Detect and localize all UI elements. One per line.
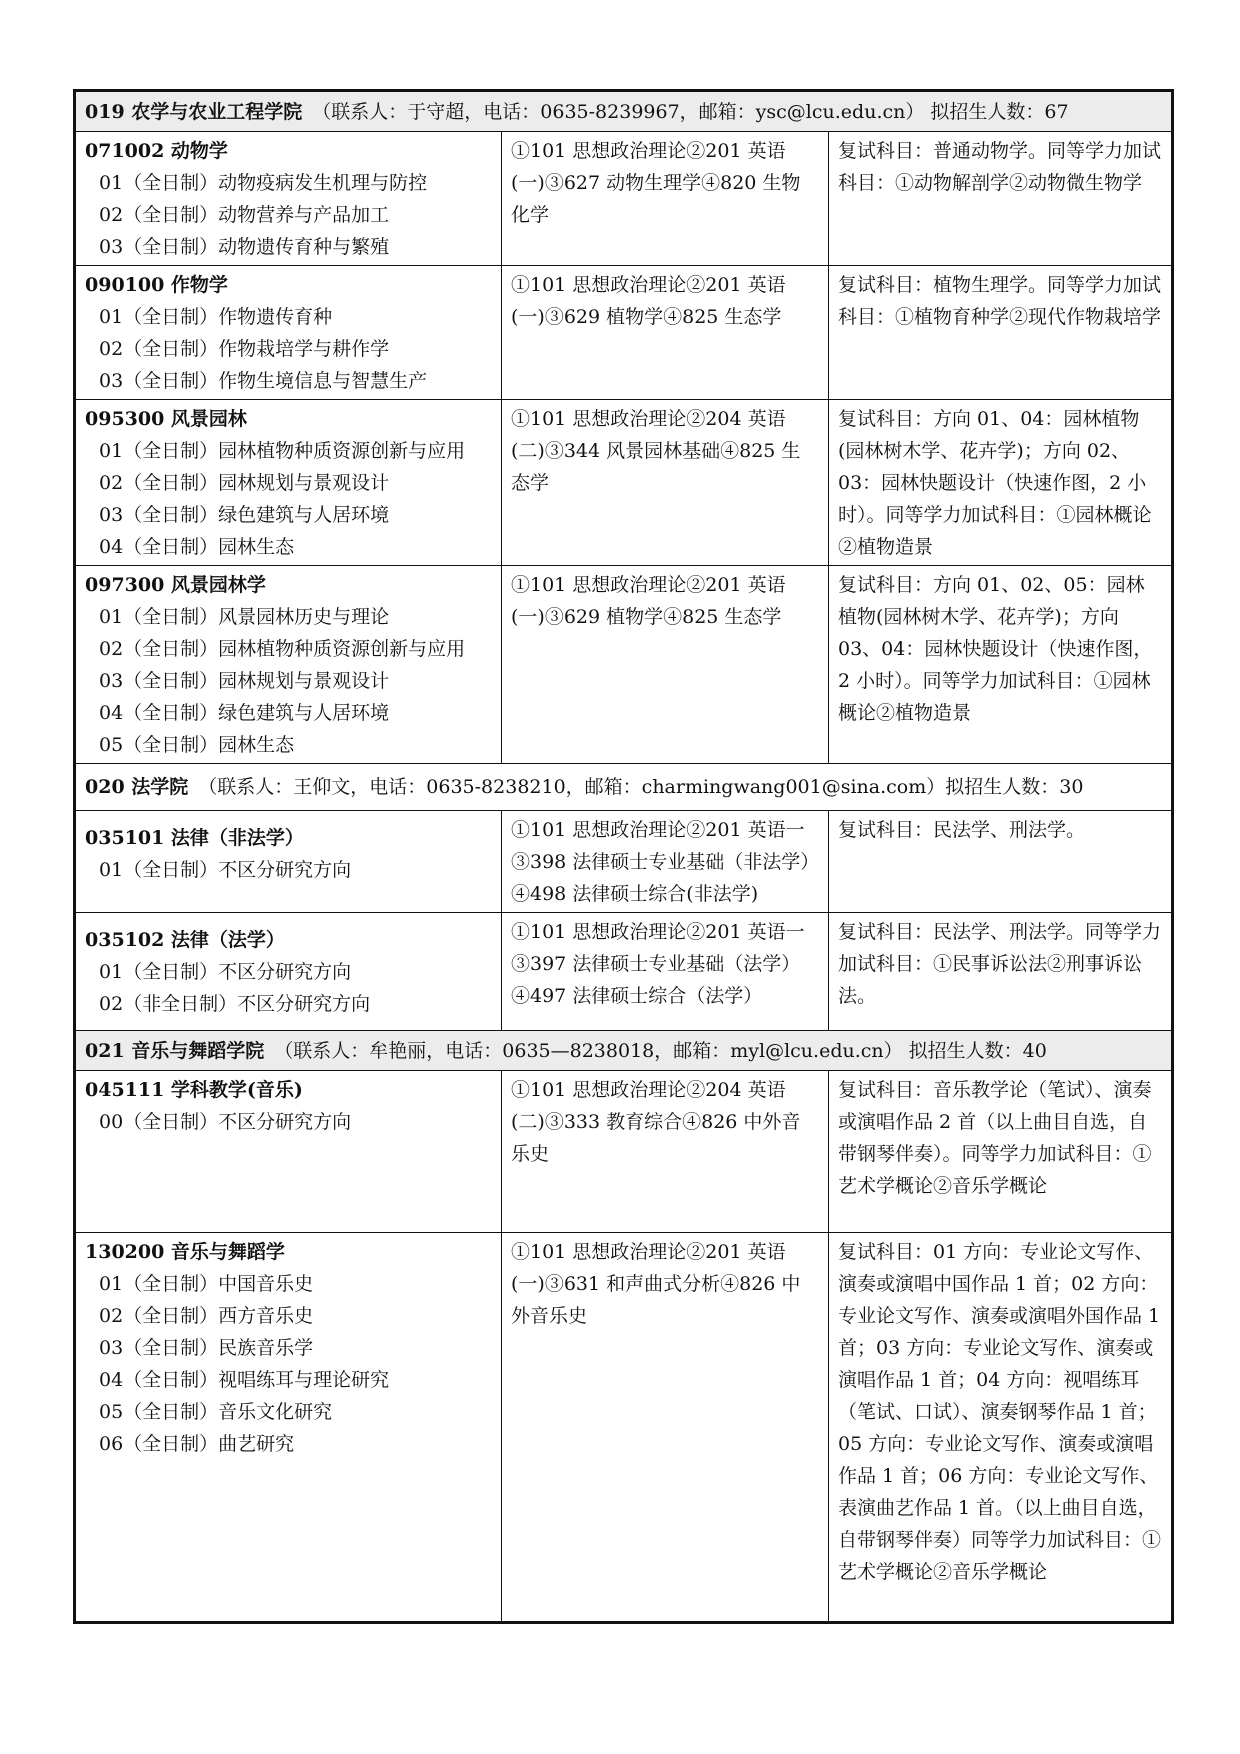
- research-direction: 06（全日制）曲艺研究: [99, 1433, 295, 1455]
- major-row: [75, 811, 1173, 913]
- research-direction: 04（全日制）园林生态: [99, 536, 295, 558]
- research-direction: 04（全日制）视唱练耳与理论研究: [99, 1369, 390, 1391]
- major-title: 130200 音乐与舞蹈学: [85, 1241, 285, 1263]
- major-cell: [75, 266, 502, 400]
- research-direction: 03（全日制）民族音乐学: [99, 1337, 314, 1359]
- exam-subjects: [502, 400, 829, 566]
- retest-subjects: [829, 1233, 1173, 1623]
- research-direction: 05（全日制）音乐文化研究: [99, 1401, 333, 1423]
- college-contact-info: （联系人：王仰文，电话：0635-8238210，邮箱：charmingwang001@sina.com）拟招生人数：30: [198, 776, 1084, 798]
- research-direction: 01（全日制）风景园林历史与理论: [99, 606, 390, 628]
- exam-subjects-text: ①101 思想政治理论②201 英语一③398 法律硕士专业基础（非法学）④498 法律硕士综合(非法学): [511, 819, 810, 905]
- research-direction: 02（非全日制）不区分研究方向: [99, 993, 371, 1015]
- research-direction: 01（全日制）不区分研究方向: [99, 961, 352, 983]
- research-direction: 00（全日制）不区分研究方向: [99, 1111, 352, 1133]
- major-cell: [75, 1071, 502, 1233]
- research-direction: 01（全日制）不区分研究方向: [99, 859, 352, 881]
- exam-subjects-text: ①101 思想政治理论②204 英语(二)③344 风景园林基础④825 生态学: [511, 408, 801, 494]
- exam-subjects-text: ①101 思想政治理论②201 英语(一)③629 植物学④825 生态学: [511, 574, 786, 628]
- research-direction: 01（全日制）作物遗传育种: [99, 306, 333, 328]
- major-row: [75, 400, 1173, 566]
- major-cell: [75, 566, 502, 764]
- college-header-row: [75, 91, 1173, 132]
- major-row: [75, 566, 1173, 764]
- major-cell: [75, 1233, 502, 1623]
- research-direction: 01（全日制）园林植物种质资源创新与应用: [99, 440, 466, 462]
- research-direction: 04（全日制）绿色建筑与人居环境: [99, 702, 390, 724]
- major-row: [75, 913, 1173, 1031]
- major-title: 035102 法律（法学）: [85, 929, 285, 951]
- exam-subjects-text: ①101 思想政治理论②201 英语一③397 法律硕士专业基础（法学）④497 法律硕士综合（法学）: [511, 921, 805, 1007]
- exam-subjects-text: ①101 思想政治理论②201 英语(一)③631 和声曲式分析④826 中外音乐史: [511, 1241, 801, 1327]
- retest-subjects-text: 复试科目：植物生理学。同等学力加试科目：①植物育种学②现代作物栽培学: [838, 274, 1162, 328]
- retest-subjects: [829, 400, 1173, 566]
- research-direction: 03（全日制）绿色建筑与人居环境: [99, 504, 390, 526]
- major-cell: [75, 132, 502, 266]
- college-header: [75, 764, 1173, 811]
- major-title: 071002 动物学: [85, 140, 228, 162]
- college-contact-info: （联系人：牟艳丽，电话：0635—8238018，邮箱：myl@lcu.edu.cn） 拟招生人数：40: [274, 1040, 1047, 1062]
- retest-subjects: [829, 1071, 1173, 1233]
- major-cell: [75, 913, 502, 1031]
- college-header: [75, 1031, 1173, 1071]
- retest-subjects-text: 复试科目：普通动物学。同等学力加试科目：①动物解剖学②动物微生物学: [838, 140, 1162, 194]
- college-name: 020 法学院: [85, 776, 189, 798]
- major-title: 090100 作物学: [85, 274, 228, 296]
- retest-subjects-text: 复试科目：方向 01、04：园林植物(园林树木学、花卉学)；方向 02、03：园林快题设计（快速作图，2 小时）。同等学力加试科目：①园林概论②植物造景: [838, 408, 1152, 558]
- enrollment-catalog-table: [73, 89, 1174, 1624]
- exam-subjects-text: ①101 思想政治理论②201 英语(一)③629 植物学④825 生态学: [511, 274, 786, 328]
- college-contact-info: （联系人：于守超，电话：0635-8239967，邮箱：ysc@lcu.edu.cn） 拟招生人数：67: [312, 101, 1069, 123]
- major-title: 035101 法律（非法学）: [85, 827, 304, 849]
- research-direction: 02（全日制）园林植物种质资源创新与应用: [99, 638, 466, 660]
- major-row: [75, 132, 1173, 266]
- major-row: [75, 266, 1173, 400]
- research-direction: 01（全日制）中国音乐史: [99, 1273, 314, 1295]
- research-direction: 01（全日制）动物疫病发生机理与防控: [99, 172, 428, 194]
- college-header-row: [75, 764, 1173, 811]
- major-title: 095300 风景园林: [85, 408, 247, 430]
- retest-subjects: [829, 913, 1173, 1031]
- exam-subjects: [502, 811, 829, 913]
- major-row: [75, 1233, 1173, 1623]
- retest-subjects-text: 复试科目：音乐教学论（笔试）、演奏或演唱作品 2 首（以上曲目自选，自带钢琴伴奏）。同等学力加试科目：①艺术学概论②音乐学概论: [838, 1079, 1152, 1197]
- research-direction: 02（全日制）作物栽培学与耕作学: [99, 338, 390, 360]
- major-title: 045111 学科教学(音乐): [85, 1079, 303, 1101]
- exam-subjects: [502, 913, 829, 1031]
- major-cell: [75, 400, 502, 566]
- major-row: [75, 1071, 1173, 1233]
- major-cell: [75, 811, 502, 913]
- retest-subjects: [829, 266, 1173, 400]
- exam-subjects: [502, 1071, 829, 1233]
- retest-subjects: [829, 566, 1173, 764]
- exam-subjects-text: ①101 思想政治理论②204 英语(二)③333 教育综合④826 中外音乐史: [511, 1079, 801, 1165]
- retest-subjects-text: 复试科目：方向 01、02、05：园林植物(园林树木学、花卉学)；方向 03、04：园林快题设计（快速作图，2 小时）。同等学力加试科目：①园林概论②植物造景: [838, 574, 1153, 724]
- research-direction: 02（全日制）园林规划与景观设计: [99, 472, 390, 494]
- research-direction: 03（全日制）园林规划与景观设计: [99, 670, 390, 692]
- retest-subjects: [829, 811, 1173, 913]
- research-direction: 03（全日制）动物遗传育种与繁殖: [99, 236, 390, 258]
- exam-subjects-text: ①101 思想政治理论②201 英语(一)③627 动物生理学④820 生物化学: [511, 140, 801, 226]
- exam-subjects: [502, 266, 829, 400]
- research-direction: 02（全日制）西方音乐史: [99, 1305, 314, 1327]
- research-direction: 02（全日制）动物营养与产品加工: [99, 204, 390, 226]
- research-direction: 03（全日制）作物生境信息与智慧生产: [99, 370, 428, 392]
- college-name: 019 农学与农业工程学院: [85, 101, 303, 123]
- retest-subjects-text: 复试科目：01 方向：专业论文写作、演奏或演唱中国作品 1 首；02 方向：专业论文写作、演奏或演唱外国作品 1 首；03 方向：专业论文写作、演奏或演唱作品 1 首；04 方向：视唱练耳（笔试、口试）、演奏钢琴作品 1 首；05 方向：专业论文写作、演奏或演唱作品 1 首；06 方向：专业论文写作、表演曲艺作品 1 首。（以上曲目自选，自带钢琴伴奏）同等学力加试科目：①艺术学概论②音乐学概论: [838, 1241, 1162, 1583]
- college-name: 021 音乐与舞蹈学院: [85, 1040, 265, 1062]
- exam-subjects: [502, 1233, 829, 1623]
- college-header: [75, 91, 1173, 132]
- college-header-row: [75, 1031, 1173, 1071]
- research-direction: 05（全日制）园林生态: [99, 734, 295, 756]
- retest-subjects-text: 复试科目：民法学、刑法学。同等学力加试科目：①民事诉讼法②刑事诉讼法。: [838, 921, 1162, 1007]
- retest-subjects: [829, 132, 1173, 266]
- major-title: 097300 风景园林学: [85, 574, 266, 596]
- exam-subjects: [502, 132, 829, 266]
- exam-subjects: [502, 566, 829, 764]
- retest-subjects-text: 复试科目：民法学、刑法学。: [838, 819, 1086, 841]
